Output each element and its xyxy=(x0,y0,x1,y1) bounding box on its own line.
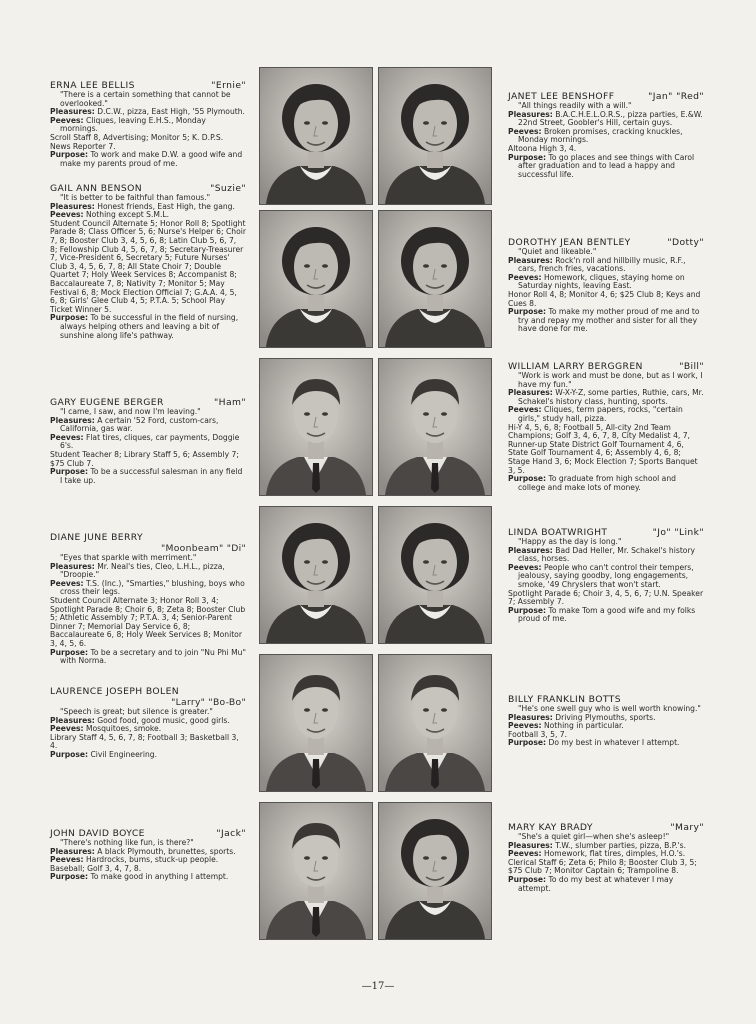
peeves-label: Peeves: xyxy=(508,126,542,136)
student-quote: "There's nothing like fun, is there?" xyxy=(60,838,194,847)
student-name: WILLIAM LARRY BERGGREN xyxy=(508,361,643,372)
portrait-silhouette xyxy=(260,507,372,643)
portrait-photo xyxy=(378,654,492,792)
page-number: —17— xyxy=(361,981,395,992)
portrait-silhouette xyxy=(379,803,491,939)
peeves-label: Peeves: xyxy=(508,849,542,859)
student-nickname: "Moonbeam" "Di" xyxy=(160,543,246,554)
activities-text: Hi-Y 4, 5, 6, 8; Football 5, All-city 2nd Team Champions; Golf 3, 4, 6, 7, 8, City Medalist 4, 7, Runner-up State District Golf Tournament 4, 6, State Golf Tournament 4, 6; Assembly 4, 6, 8; Stage Hand 3, 6; Mock Election 7; Sports Banquet 3, 5. xyxy=(508,422,698,475)
student-entry-benshoff xyxy=(508,91,704,179)
activities-text: Spotlight Parade 6; Choir 3, 4, 5, 6, 7; U.N. Speaker 7; Assembly 7. xyxy=(508,588,704,607)
purpose-label: Purpose: xyxy=(50,467,89,477)
purpose-text: To graduate from high school and college and make lots of money. xyxy=(518,474,676,492)
pleasures-text: Good food, good music, good girls. xyxy=(97,715,230,725)
portrait-photo xyxy=(259,506,373,644)
portrait-photo xyxy=(378,358,492,496)
peeves-text: Broken promises, cracking knuckles, Monday mornings. xyxy=(518,126,683,145)
student-entry-bellis xyxy=(50,80,246,168)
peeves-label: Peeves: xyxy=(50,115,84,125)
pleasures-text: T.W., slumber parties, pizza, B.P.'s. xyxy=(555,840,686,850)
pleasures-text: Rock'n roll and hillbilly music, R.F., cars, french fries, vacations. xyxy=(518,255,686,274)
pleasures-label: Pleasures: xyxy=(50,107,95,117)
student-entry-berry xyxy=(50,532,246,666)
student-nickname: "Jo" "Link" xyxy=(652,527,704,538)
purpose-text: To do my best at whatever I may attempt. xyxy=(518,874,674,893)
portrait-silhouette xyxy=(379,655,491,791)
activities-text: Baseball; Golf 3, 4, 7, 8. xyxy=(50,863,142,873)
student-quote: "There is a certain something that cannot be overlooked." xyxy=(60,90,231,108)
student-nickname: "Jan" "Red" xyxy=(648,91,704,102)
pleasures-label: Pleasures: xyxy=(50,715,95,725)
student-name: JOHN DAVID BOYCE xyxy=(50,828,145,839)
peeves-text: Flat tires, cliques, car payments, Doggie 6's. xyxy=(60,432,240,451)
portrait-silhouette xyxy=(260,803,372,939)
student-quote: "Happy as the day is long." xyxy=(518,537,622,546)
peeves-text: Homework, flat tires, dimples, H.O.'s. xyxy=(543,849,686,859)
portrait-photo xyxy=(378,506,492,644)
purpose-text: To make my mother proud of me and to try and repay my mother and sister for all they have done for me. xyxy=(518,307,700,334)
pleasures-label: Pleasures: xyxy=(508,840,553,850)
student-quote: "He's one swell guy who is well worth knowing." xyxy=(518,704,701,713)
pleasures-label: Pleasures: xyxy=(508,255,553,265)
purpose-label: Purpose: xyxy=(508,874,547,884)
purpose-label: Purpose: xyxy=(508,152,547,162)
pleasures-text: D.C.W., pizza, East High, '55 Plymouth. xyxy=(97,107,245,117)
peeves-text: Hardrocks, bums, stuck-up people. xyxy=(85,855,219,865)
portrait-silhouette xyxy=(379,507,491,643)
student-quote: "All things readily with a will." xyxy=(518,101,632,110)
purpose-label: Purpose: xyxy=(508,605,547,615)
student-entry-berger xyxy=(50,397,246,485)
pleasures-text: A certain '52 Ford, custom-cars, California, gas war. xyxy=(60,415,219,434)
purpose-label: Purpose: xyxy=(508,474,547,484)
activities-text: Student Council Alternate 5; Honor Roll 8; Spotlight Parade 8; Class Officer 5, 6; Nurse's Helper 6; Choir 7, 8; Booster Club 3, 4, 5, 6, 8; Latin Club 5, 6, 7, 8; Fellowship Club 4, 5, 6, 7, 8; Secretary-Treasurer 7, Vice-President 6, Secretary 5; Future Nurses' Club 3, 4, 5, 6, 7, 8; All State Choir 7; Double Quartet 7; Holy Week Services 8; Accompanist 8; Baccalaureate 7, 8; Nativity 7; Monitor 5; May Festival 6, 8; Mock Election Official 7; G.A.A. 4, 5, 6, 8; Girls' Glee Club 4, 5; P.T.A. 5; School Play Ticket Winner 5. xyxy=(50,218,246,314)
pleasures-label: Pleasures: xyxy=(508,545,553,555)
peeves-text: Mosquitoes, smoke. xyxy=(85,724,162,734)
peeves-label: Peeves: xyxy=(50,855,84,865)
peeves-text: Cliques, term papers, rocks, "certain girls," study hall, pizza. xyxy=(518,405,683,423)
pleasures-label: Pleasures: xyxy=(50,201,95,211)
pleasures-text: Bad Dad Heller, Mr. Schakel's history class, horses. xyxy=(518,545,696,564)
pleasures-label: Pleasures: xyxy=(50,561,95,571)
portrait-photo xyxy=(259,802,373,940)
peeves-label: Peeves: xyxy=(508,272,542,282)
peeves-label: Peeves: xyxy=(508,562,542,572)
student-name: DOROTHY JEAN BENTLEY xyxy=(508,237,631,248)
pleasures-text: A black Plymouth, brunettes, sports. xyxy=(97,846,236,856)
pleasures-label: Pleasures: xyxy=(50,846,95,856)
student-entry-botts xyxy=(508,694,704,748)
pleasures-label: Pleasures: xyxy=(508,109,553,119)
portrait-silhouette xyxy=(379,359,491,495)
purpose-text: To go places and see things with Carol after graduation and to lead a happy and successful life. xyxy=(518,152,695,179)
student-quote: "I came, I saw, and now I'm leaving." xyxy=(60,407,201,416)
pleasures-text: B.A.C.H.E.L.O.R.S., pizza parties, E.&W. 22nd Street, Goobler's Hill, certain guys. xyxy=(518,109,703,128)
activities-text: Scroll Staff 8, Advertising; Monitor 5; K. D.P.S. News Reporter 7. xyxy=(50,132,224,151)
student-name: DIANE JUNE BERRY xyxy=(50,532,143,543)
pleasures-text: Driving Plymouths, sports. xyxy=(555,712,656,722)
purpose-text: To work and make D.W. a good wife and make my parents proud of me. xyxy=(60,150,243,168)
student-nickname: "Dotty" xyxy=(667,237,704,248)
student-name: MARY KAY BRADY xyxy=(508,822,593,833)
portrait-silhouette xyxy=(379,211,491,347)
portrait-photo xyxy=(378,210,492,348)
portrait-silhouette xyxy=(260,68,372,204)
purpose-text: To be a successful salesman in any field I take up. xyxy=(60,467,243,485)
purpose-text: To be successful in the field of nursing, always helping others and leaving a bit of sunshine along life's pathway. xyxy=(60,313,239,340)
activities-text: Clerical Staff 6; Zeta 6; Philo 8; Booster Club 3, 5; $75 Club 7; Monitor Captain 6; Trampoline 8. xyxy=(508,857,697,876)
portrait-silhouette xyxy=(260,211,372,347)
peeves-text: T.S. (Inc.), "Smarties," blushing, boys who cross their legs. xyxy=(60,578,245,597)
student-quote: "She's a quiet girl—when she's asleep!" xyxy=(518,832,670,841)
student-nickname: "Mary" xyxy=(670,822,704,833)
student-nickname: "Suzie" xyxy=(210,183,246,194)
activities-text: Library Staff 4, 5, 6, 7, 8; Football 3; Basketball 3, 4. xyxy=(50,732,239,751)
purpose-text: To make good in anything I attempt. xyxy=(90,872,229,882)
portrait-photo xyxy=(259,67,373,205)
student-name: ERNA LEE BELLIS xyxy=(50,80,135,91)
peeves-text: Homework, cliques, staying home on Saturday nights, leaving East. xyxy=(518,272,685,291)
activities-text: Student Council Alternate 3; Honor Roll 3, 4; Spotlight Parade 8; Choir 6, 8; Zeta 8; Booster Club 5; Athletic Assembly 7; P.T.A. 3, 4; Senior-Parent Dinner 7; Memorial Day Service 6, 8; Baccalaureate 6, 8; Holy Week Services 8; Monitor 3, 4, 5, 6. xyxy=(50,595,246,648)
portrait-silhouette xyxy=(260,655,372,791)
peeves-text: Cliques, leaving E.H.S., Monday mornings. xyxy=(60,115,206,134)
student-entry-bentley xyxy=(508,237,704,334)
student-quote: "Speech is great; but silence is greater." xyxy=(60,707,213,716)
peeves-label: Peeves: xyxy=(50,210,84,220)
portrait-silhouette xyxy=(379,68,491,204)
portrait-photo xyxy=(259,654,373,792)
portrait-photo xyxy=(259,210,373,348)
peeves-label: Peeves: xyxy=(508,721,542,731)
student-name: JANET LEE BENSHOFF xyxy=(508,91,615,102)
student-name: GAIL ANN BENSON xyxy=(50,183,143,194)
purpose-text: To be a secretary and to join "Nu Phi Mu" with Norma. xyxy=(60,647,246,666)
peeves-label: Peeves: xyxy=(508,405,542,415)
activities-text: Altoona High 3, 4. xyxy=(508,143,577,153)
purpose-text: To make Tom a good wife and my folks proud of me. xyxy=(518,605,696,624)
portrait-photo xyxy=(378,67,492,205)
portrait-silhouette xyxy=(260,359,372,495)
peeves-label: Peeves: xyxy=(50,724,84,734)
student-entry-benson xyxy=(50,183,246,340)
peeves-text: Nothing in particular. xyxy=(543,721,624,731)
student-entry-boyce xyxy=(50,828,246,882)
pleasures-text: Mr. Neal's ties, Cleo, L.H.L., pizza, "Droopie." xyxy=(60,561,225,580)
student-quote: "Quiet and likeable." xyxy=(518,247,597,256)
student-quote: "Work is work and must be done, but as I work, I have my fun." xyxy=(518,371,703,389)
student-nickname: "Jack" xyxy=(216,828,246,839)
student-quote: "It is better to be faithful than famous." xyxy=(60,193,211,202)
purpose-label: Purpose: xyxy=(50,749,89,759)
purpose-text: Do my best in whatever I attempt. xyxy=(548,738,680,748)
peeves-text: People who can't control their tempers, jealousy, saying goodby, long engagements, smoke, '49 Chryslers that won't start. xyxy=(518,562,694,589)
student-nickname: "Larry" "Bo-Bo" xyxy=(171,697,246,708)
purpose-label: Purpose: xyxy=(508,738,547,748)
portrait-photo xyxy=(259,358,373,496)
portrait-photo xyxy=(378,802,492,940)
purpose-label: Purpose: xyxy=(508,307,547,317)
purpose-text: Civil Engineering. xyxy=(90,749,158,759)
purpose-label: Purpose: xyxy=(50,647,89,657)
student-nickname: "Ernie" xyxy=(211,80,246,91)
student-name: BILLY FRANKLIN BOTTS xyxy=(508,694,621,705)
student-entry-berggren xyxy=(508,361,704,492)
student-entry-bolen xyxy=(50,686,246,760)
pleasures-label: Pleasures: xyxy=(508,712,553,722)
peeves-label: Peeves: xyxy=(50,432,84,442)
student-name: LAURENCE JOSEPH BOLEN xyxy=(50,686,180,697)
purpose-label: Purpose: xyxy=(50,872,89,882)
student-nickname: "Ham" xyxy=(214,397,246,408)
activities-text: Football 3, 5, 7. xyxy=(508,729,568,739)
peeves-text: Nothing except S.M.L. xyxy=(85,210,170,220)
student-entry-brady xyxy=(508,822,704,893)
student-entry-boatwright xyxy=(508,527,704,624)
student-nickname: "Bill" xyxy=(679,361,704,372)
student-name: LINDA BOATWRIGHT xyxy=(508,527,608,538)
purpose-label: Purpose: xyxy=(50,150,89,160)
pleasures-label: Pleasures: xyxy=(508,388,553,398)
pleasures-text: Honest friends, East High, the gang. xyxy=(97,201,235,211)
pleasures-label: Pleasures: xyxy=(50,415,95,425)
activities-text: Honor Roll 4, 8; Monitor 4, 6; $25 Club 8; Keys and Cues 8. xyxy=(508,289,701,308)
pleasures-text: W-X-Y-Z, some parties, Ruthie, cars, Mr. Schakel's history class, hunting, sports. xyxy=(518,388,704,406)
student-name: GARY EUGENE BERGER xyxy=(50,397,164,408)
student-quote: "Eyes that sparkle with merriment." xyxy=(60,553,197,562)
purpose-label: Purpose: xyxy=(50,313,89,323)
activities-text: Student Teacher 8; Library Staff 5, 6; Assembly 7; $75 Club 7. xyxy=(50,449,239,468)
peeves-label: Peeves: xyxy=(50,578,84,588)
